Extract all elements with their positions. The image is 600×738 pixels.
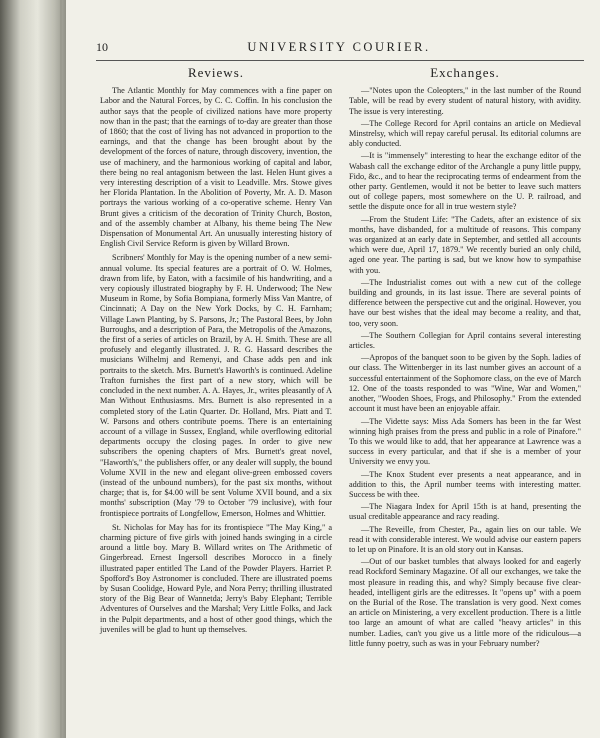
publication-title: UNIVERSITY COURIER.: [247, 40, 431, 54]
exchange-item: —From the Student Life: "The Cadets, after an existence of six months, have disbanded, for a multitude of reasons. This company was organized at an early date in September, and settled all accounts which were due, April 17, 1879." We recently buried an only child, aged one year. The parting is sad, but we know how to sympathise with you.: [349, 214, 581, 275]
exchange-item: —The College Record for April contains an article on Medieval Minstrelsy, which will repay careful perusal. Its editorial columns are ably conducted.: [349, 118, 581, 149]
exchange-item: —The Niagara Index for April 15th is at hand, presenting the usual creditable appearance and racy reading.: [349, 502, 581, 522]
reviews-column: [100, 66, 332, 639]
exchanges-column: [349, 66, 581, 651]
page-header: [96, 40, 582, 58]
reviews-heading: Reviews.: [187, 65, 245, 80]
exchanges-heading: Exchanges.: [430, 65, 500, 80]
exchange-item: —Out of our basket tumbles that always looked for and eagerly read Rockford Seminary Magazine. Of all our exchanges, we take the most pleasure in reading this, and why? Simply because five clear-headed, intelligent girls are the editresses. It "opens up" with a poem on the Burial of the Rose. The translation is very good. Next comes an article on Ministering, a very excellent production. There is a little too large an amount of what are called "heavy articles" in this number. Ladies, can't you give us a little more of the ridiculous—a little funny poetry, such as was in your February number?: [349, 557, 581, 648]
exchange-item: —"Notes upon the Coleopters," in the last number of the Round Table, will be read by every student of natural history, with avidity. The issue is very interesting.: [349, 86, 581, 116]
review-scribners-monthly: Scribners' Monthly for May is the opening number of a new semi-annual volume. Its special features are a portrait of O. W. Holmes, drawn from life, by Eaton, with a facsimile of his handwriting, and a very copiously illustrated biography by F. H. Underwood; The New Museum in Rome, by Sofia Bompiana, formerly Miss Van Mantre, of Cincinnati; A Day on the New York Docks, by C. H. Farnham; Village Lawn Planting, by S. Parsons, Jr.; The Pastoral Bees, by John Burroughs, and a description of Para, the Metropolis of the Amazons, the first of a series of articles on Brazil, by A. H. Smith. These are all profusely and elegantly illustrated. J. R. G. Hassard describes the musicians Wilhelmj and Remenyi, and Chase adds pen and ink portraits to the sketch. Mrs. Burnett's Haworth's is continued. Adeline Trafton furnishes the first part of a new story, which will be concluded in the next number. A. A. Hayes, Jr., writes pleasantly of A Man Without Enthusiasms. Mrs. Burnett is also represented in a completed story of the Latin Quarter. Dr. Holland, Mrs. Piatt and T. W. Parsons and others contribute poems. There is an entertaining account of a village in Sussex, England, while overflowing editorial departments occupy the closing pages. In order to give new subscribers the opening chapters of Mrs. Burnett's great novel, "Haworth's," the publishers offer, or any dealer will supply, the bound Volume XVII in the new and elegant olive-green embossed covers (instead of the unbound numbers), for the past six months, without charge; that is, for $4.00 will be sent Volume XVII bound, and a six months' subscription (May '79 to October '79 inclusive), with four frontispiece portraits of Longfellow, Emerson, Holmes and Whittier.: [100, 253, 332, 518]
exchange-item: —The Reveille, from Chester, Pa., again lies on our table. We read it with considerable interest. We would advise our eastern papers to let up on Pinafore. It is an old story out in Kansas.: [349, 524, 581, 554]
exchange-item: —It is "immensely" interesting to hear the exchange editor of the Wabash call the exchange editor of the Archangle a puny little puppy, Fido, &c., and to hear the reciprocating terms of endearment from the other party. Gentlemen, would it not be better to leave such matters out of college papers, most somewhere on the U. P. railroad, and settle the dispute once for all in true western style?: [349, 151, 581, 212]
book-spine-gutter: [0, 0, 68, 738]
exchange-item: —The Knox Student ever presents a neat appearance, and in addition to this, the April number teems with interesting matter. Success be with thee.: [349, 469, 581, 499]
exchange-item: —Apropos of the banquet soon to be given by the Soph. ladies of our class. The Wittenberger in its last number gives an account of a successful entertainment of the Sophomore class, on the eve of March 12. One of the toasts responded to was "Wine, War and Women," another, "Wooden Shoes, Frogs, and Philosophy." From the extended account it must have been an enjoyable affair.: [349, 353, 581, 414]
exchange-item: —The Industrialist comes out with a new cut of the college building and grounds, in its last issue. There are several points of difference between the perspective cut and the original. However, you have our best wishes that the ideal may become a reality, and that, too, very soon.: [349, 277, 581, 328]
header-rule: [96, 60, 584, 61]
page-number: 10: [96, 40, 108, 54]
review-atlantic-monthly: The Atlantic Monthly for May commences with a fine paper on Labor and the Natural Forces, by C. C. Coffin. In his conclusion the author says that the people of civilized nations have more property now than in the past; that the earnings of to-day are greater than those of 1860; that the cost of living has not advanced in proportion to the earnings, and that the change has been brought about by the development of the forces of nature, through discovery, invention, the use of machinery, and the harmonious working of capital and labor, there being no real antagonism between the last. Helen Hunt gives a very interesting description of a visit to Leadville. Mrs. Stowe gives her Florida Plantation. In the Abolition of Poverty, Mr. A. D. Mason portrays the various working of a co-operative scheme. Henry Van Brunt gives a criticism of the decoration of Trinity Church, Boston, and of the assembly chamber at Albany, his theme being The New Dispensation of Monumental Art. An unusually interesting history of English Civil Service Reform is given by Willard Brown.: [100, 86, 332, 249]
exchange-item: —The Southern Collegian for April contains several interesting articles.: [349, 330, 581, 351]
newspaper-page: [66, 0, 600, 738]
review-st-nicholas: St. Nicholas for May has for its frontispiece "The May King," a charming picture of five girls with joined hands swinging in a circle around a little boy. Mary B. Willard writes on The Arithmetic of Gingerbread. Ernest Ingersoll describes Morocco in a finely illustrated paper entitled The Land of the Powder Players. Harriet P. Spofford's Boy Astronomer is concluded. There are illustrated poems by Susan Coolidge, Howard Pyle, and Nora Perry; thrilling illustrated story of the Big Bear of Wannetda; Jerry's Baby Elephant; Terrible Adventures of Ourselves and the Marshal; Very Little Folks, and Jack in the Pulpit departments, and a host of other good things, which the juveniles will be glad to hunt up themselves.: [100, 522, 332, 634]
exchange-item: —The Vidette says: Miss Ada Somers has been in the far West winning high praises from the press and public in a role of Pinafore." To this we would like to add, that her appearance at Lawrence was a success in every particular, and that if she is a member of your University we envy you.: [349, 416, 581, 467]
